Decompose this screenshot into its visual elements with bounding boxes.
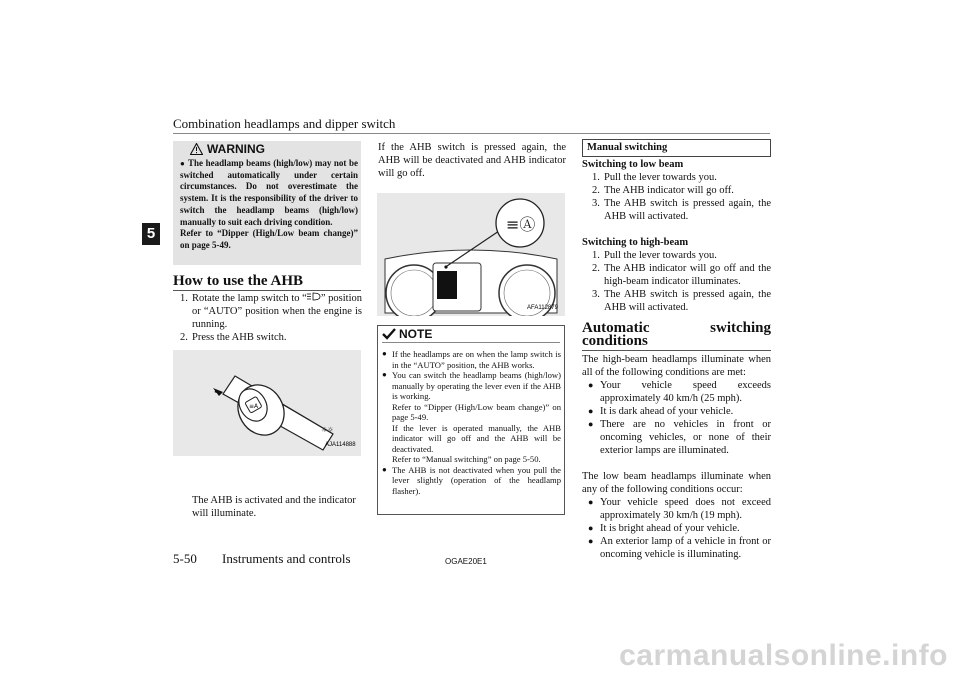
figure-ahb-switch xyxy=(173,350,361,456)
footer-code: OGAE20E1 xyxy=(445,557,487,566)
figure-code: AFA112879 xyxy=(527,305,558,311)
list-item xyxy=(382,465,561,497)
list-item xyxy=(180,292,362,331)
heading-underline xyxy=(582,350,771,351)
list-item xyxy=(180,331,362,344)
watermark: carmanualsonline.info xyxy=(619,639,948,672)
subheading-low-beam: Switching to low beam xyxy=(582,159,684,170)
bullet-icon: ● xyxy=(588,380,594,390)
step-text: Pull the lever towards you. xyxy=(604,172,717,183)
note-check-icon xyxy=(382,328,396,340)
list-item xyxy=(582,197,771,223)
deactivate-text: If the AHB switch is pressed again, the AHB will be deactivated and AHB indicator will go off. xyxy=(378,142,566,179)
heading-underline xyxy=(173,290,361,291)
section-heading-how-to: How to use the AHB xyxy=(173,273,304,289)
step-number: 2. xyxy=(592,185,600,196)
step-text: Pull the lever towards you. xyxy=(604,250,717,261)
right-column xyxy=(582,158,771,561)
bullet-icon: ● xyxy=(382,370,387,379)
bullet-icon: ● xyxy=(588,406,594,416)
list-item xyxy=(582,405,771,418)
list-item xyxy=(382,349,561,370)
list-item xyxy=(582,171,771,184)
note-divider xyxy=(382,342,560,343)
list-item xyxy=(582,496,771,522)
list-item xyxy=(582,184,771,197)
ahb-lever-illustration xyxy=(173,350,361,456)
condition-text: An exterior lamp of a vehicle in front or oncoming vehicle is illuminating. xyxy=(600,536,771,560)
step-number: 1. xyxy=(592,250,600,261)
how-to-steps xyxy=(180,292,362,344)
step-number: 2. xyxy=(592,263,600,274)
chapter-tab: 5 xyxy=(142,223,160,245)
note-heading-label: NOTE xyxy=(399,327,433,341)
headlamp-auto-symbol-icon xyxy=(307,292,321,301)
note-body xyxy=(382,349,561,496)
bullet-icon: ● xyxy=(588,523,594,533)
footer-section: Instruments and controls xyxy=(222,551,351,566)
note-text-extra: If the lever is operated manually, the AHB indicator will go off and the AHB will be deactivated. xyxy=(392,422,561,454)
list-item xyxy=(582,379,771,405)
step-number: 2. xyxy=(180,332,188,343)
note-heading xyxy=(382,327,432,341)
note-ref: Refer to “Dipper (High/Low beam change)” on page 5-49. xyxy=(392,401,561,422)
note-ref: Refer to “Manual switching” on page 5-50. xyxy=(392,454,541,464)
condition-text: It is dark ahead of your vehicle. xyxy=(600,406,734,417)
note-text: If the headlamps are on when the lamp switch is in the “AUTO” position, the AHB works. xyxy=(392,349,561,370)
step-text: The AHB indicator will go off. xyxy=(604,185,734,196)
step-text: The AHB indicator will go off and the high-beam indicator illuminates. xyxy=(604,263,771,287)
warning-ref: Refer to “Dipper (High/Low beam change)” on page 5-49. xyxy=(180,228,358,250)
step-text: The AHB switch is pressed again, the AHB will activated. xyxy=(604,198,771,222)
warning-body xyxy=(180,158,358,252)
list-item xyxy=(382,370,561,465)
condition-text: It is bright ahead of your vehicle. xyxy=(600,523,740,534)
step-text-cont: ” position or “AUTO” position when the engine is running. xyxy=(192,293,362,330)
note-text: The AHB is not deactivated when you pull the lever slightly (operation of the headlamp flasher). xyxy=(392,464,561,496)
subheading-high-beam: Switching to high-beam xyxy=(582,237,689,248)
figure-code: AJA114888 xyxy=(325,442,356,448)
section-heading-auto: Automatic switching conditions xyxy=(582,320,771,349)
list-item xyxy=(582,262,771,288)
bullet-icon: ● xyxy=(382,464,387,474)
step-number: 1. xyxy=(180,293,188,304)
warning-text: The headlamp beams (high/low) may not be switched automatically under certain circumstances. Do not overestimate the system. It is the responsibility of the driver to switch the headlamp beams (high/low) manually to suit each driving condition. xyxy=(180,158,358,227)
warning-heading-label: WARNING xyxy=(207,142,265,156)
bullet-icon: ● xyxy=(382,349,387,358)
svg-text:☼☼: ☼☼ xyxy=(321,426,334,434)
step-number: 1. xyxy=(592,172,600,183)
step-number: 3. xyxy=(592,289,600,300)
step-number: 3. xyxy=(592,198,600,209)
header-divider xyxy=(173,133,770,134)
step-text: Rotate the lamp switch to “ xyxy=(192,293,307,304)
ahb-indicator-icon: ≡Ⓐ xyxy=(506,215,536,234)
list-item xyxy=(582,288,771,314)
page-header-title: Combination headlamps and dipper switch xyxy=(173,116,396,131)
note-text: You can switch the headlamp beams (high/low) manually by operating the lever even if the AHB is working. xyxy=(392,370,561,401)
warning-heading xyxy=(190,142,265,156)
warning-triangle-icon xyxy=(190,143,203,155)
cluster-illustration xyxy=(377,193,565,316)
step-text: Press the AHB switch. xyxy=(192,332,287,343)
bullet-icon: ● xyxy=(588,497,594,507)
bullet-icon: ● xyxy=(588,419,594,429)
list-item xyxy=(582,535,771,561)
high-beam-intro: The high-beam headlamps illuminate when all of the following conditions are met: xyxy=(582,354,771,378)
ahb-activated-text: The AHB is activated and the indicator will illuminate. xyxy=(192,495,356,519)
step-text: The AHB switch is pressed again, the AHB will activated. xyxy=(604,289,771,313)
list-item xyxy=(582,522,771,535)
svg-text:≡A: ≡A xyxy=(249,403,259,410)
list-item xyxy=(582,418,771,457)
bullet-icon: ● xyxy=(588,536,594,546)
condition-text: Your vehicle speed exceeds approximately 40 km/h (25 mph). xyxy=(600,380,771,404)
figure-instrument-cluster xyxy=(377,193,565,316)
page-number: 5-50 xyxy=(173,551,197,566)
condition-text: There are no vehicles in front or oncoming vehicles, or none of their exterior lamps are illuminated. xyxy=(600,419,771,456)
condition-text: Your vehicle speed does not exceed approximately 30 km/h (19 mph). xyxy=(600,497,771,521)
bullet-icon: ● xyxy=(180,159,185,168)
list-item xyxy=(582,249,771,262)
manual-switching-heading: Manual switching xyxy=(582,139,771,157)
low-beam-intro: The low beam headlamps illuminate when any of the following conditions occur: xyxy=(582,471,771,495)
